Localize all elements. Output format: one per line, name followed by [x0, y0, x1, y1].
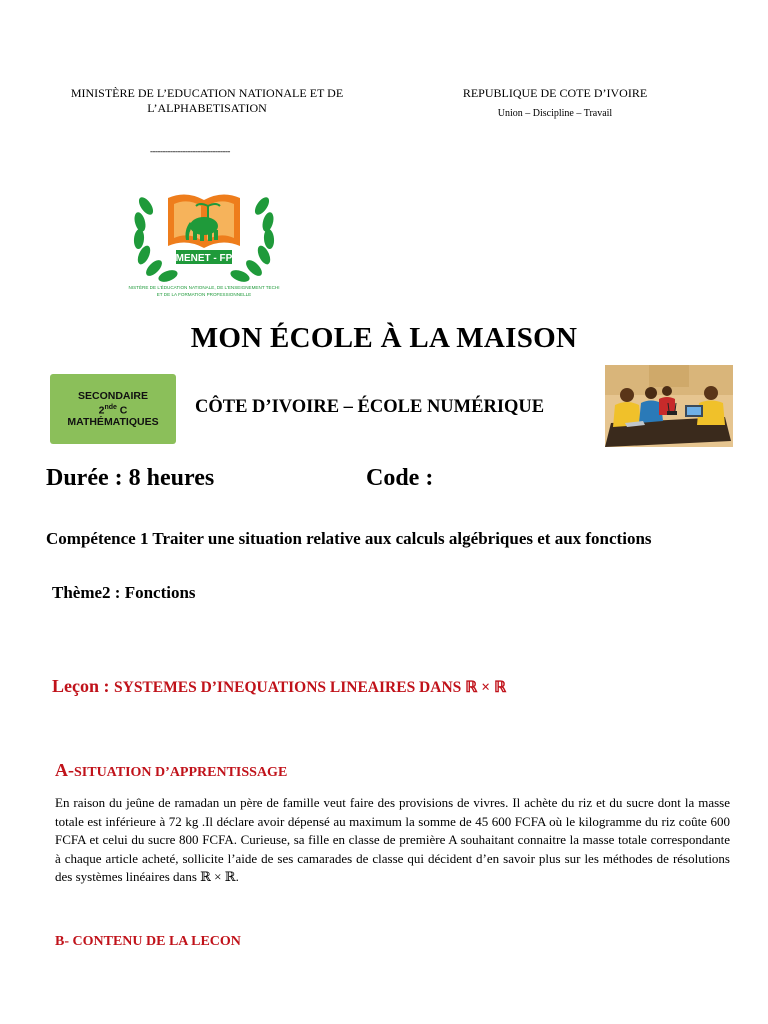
menet-fp-logo — [128, 176, 280, 304]
ministry-line1: MINISTÈRE DE L’EDUCATION NATIONALE ET DE — [70, 86, 344, 100]
republic-motto: Union – Discipline – Travail — [497, 108, 613, 119]
duration: Durée : 8 heures — [46, 465, 215, 491]
level-line2: 2nde C — [98, 403, 128, 417]
logo-text: MENET - FP — [175, 253, 233, 264]
section-b-heading: B- CONTENU DE LA LECON — [55, 934, 241, 949]
section-a-paragraph: En raison du jeûne de ramadan un père de famille veut faire des provisions de vivres. Il achète du riz et du sucre dont la masse totale est inférieure à 72 kg .Il déclare avoir dépensé au maximum la somme de 45 600 FCFA où le kilogramme du riz coûte 600 FCFA et celui du sucre 800 FCFA. Curieuse, sa fille en classe de première A souhaitant connaitre la masse totale correspondante à chaque article acheté, sollicite l’aide de ses camarades de classe qui décident d’en savoir plus sur les méthodes de résolutions des systèmes linéaires dans ℝ × ℝ. — [55, 795, 730, 884]
level-badge — [50, 374, 176, 444]
section-a-letter: A- — [55, 760, 74, 780]
ministry-header — [44, 86, 370, 116]
lesson-label: Leçon : — [52, 676, 114, 696]
theme-text: Thème2 : Fonctions — [52, 583, 196, 602]
logo-caption-line1: NISTÈRE DE L’ÉDUCATION NATIONALE, DE L’ENSEIGNEMENT TECHI — [128, 285, 280, 290]
separator-dashes: -------------------------------- — [150, 146, 230, 156]
lesson-title: SYSTEMES D’INEQUATIONS LINEAIRES DANS ℝ × ℝ — [114, 679, 507, 696]
ministry-line2: L’ALPHABETISATION — [147, 101, 267, 115]
lesson-heading — [52, 676, 506, 697]
page-title: MON ÉCOLE À LA MAISON — [190, 322, 578, 354]
competence-text: Compétence 1 Traiter une situation relative aux calculs algébriques et aux fonctions — [46, 529, 652, 548]
logo-caption-line2: ET DE LA FORMATION PROFESSIONNELLE — [156, 292, 252, 297]
republic-header: REPUBLIQUE DE COTE D’IVOIRE — [462, 86, 648, 100]
code-label: Code : — [366, 465, 434, 491]
students-illustration — [605, 365, 733, 447]
subtitle: CÔTE D’IVOIRE – ÉCOLE NUMÉRIQUE — [195, 397, 545, 417]
level-line1: SECONDAIRE — [77, 389, 148, 402]
section-a-title: SITUATION D’APPRENTISSAGE — [74, 765, 288, 780]
level-line3: MATHÉMATIQUES — [67, 416, 159, 429]
section-a-heading — [55, 760, 287, 781]
